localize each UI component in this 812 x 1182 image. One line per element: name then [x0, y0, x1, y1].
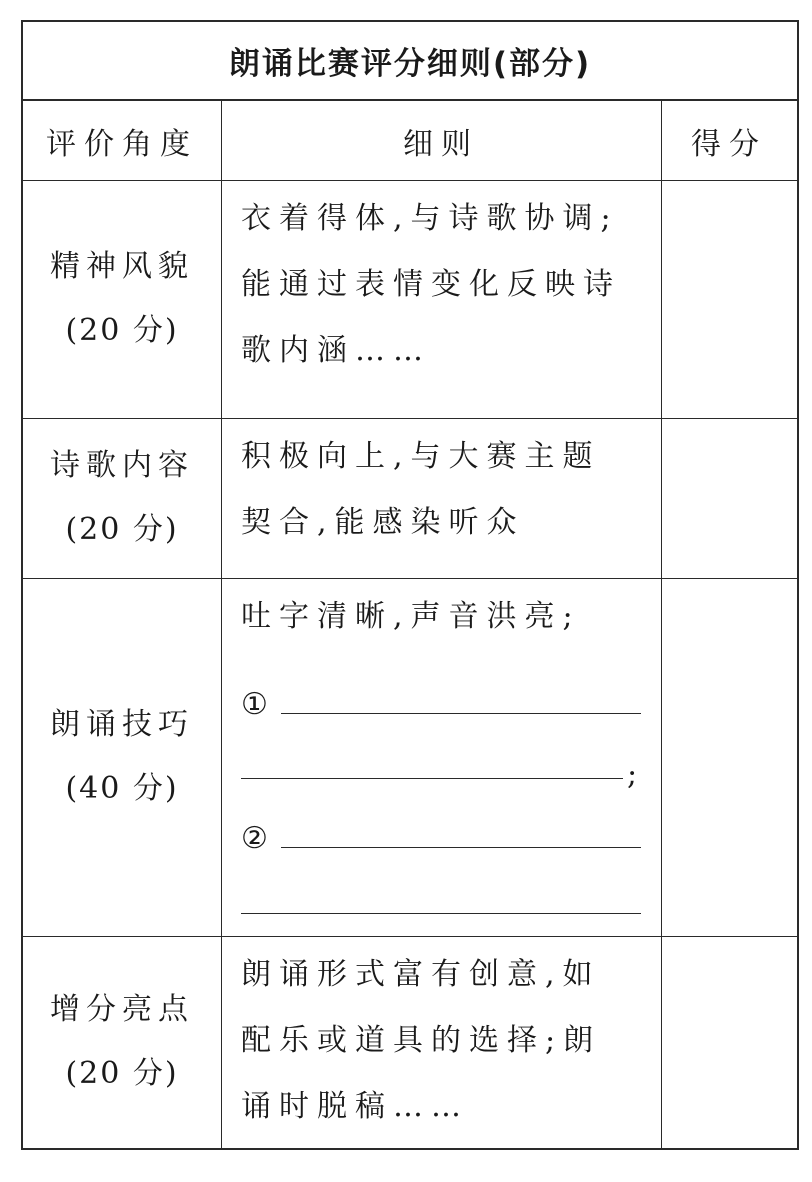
detail-line: 衣着得体,与诗歌协调;	[241, 201, 619, 236]
header-score: 得分	[691, 126, 767, 162]
criterion-points: (20 分)	[65, 1056, 179, 1091]
criterion-points: (20 分)	[65, 313, 179, 348]
score-cell[interactable]	[661, 578, 797, 936]
detail-line: 能通过表情变化反映诗	[241, 267, 621, 302]
header-criterion: 评价角度	[46, 126, 198, 162]
header-details: 细则	[403, 126, 479, 162]
score-cell[interactable]	[661, 936, 797, 1148]
detail-line: 配乐或道具的选择;朗	[241, 1023, 602, 1058]
answer-blank-1a[interactable]	[281, 713, 641, 714]
blank-marker-1: ①	[241, 687, 276, 722]
criterion-points: (20 分)	[65, 512, 179, 547]
detail-line: 积极向上,与大赛主题	[241, 439, 601, 474]
answer-blank-2b[interactable]	[241, 913, 641, 914]
detail-line: 契合,能感染听众	[241, 505, 525, 540]
detail-line: 歌内涵……	[241, 333, 431, 368]
criterion-cell	[23, 578, 221, 936]
details-cell	[221, 578, 661, 936]
criterion-name: 增分亮点	[50, 992, 194, 1027]
criterion-name: 诗歌内容	[50, 448, 194, 483]
detail-line: 朗诵形式富有创意,如	[241, 957, 601, 992]
table-title: 朗诵比赛评分细则(部分)	[23, 22, 797, 101]
criterion-cell	[23, 180, 221, 418]
details-cell	[221, 180, 661, 418]
detail-line: 诵时脱稿……	[241, 1089, 469, 1124]
scoring-table	[21, 20, 799, 1150]
criterion-name: 朗诵技巧	[50, 707, 194, 742]
blank-semicolon: ;	[627, 757, 646, 792]
details-cell	[221, 418, 661, 578]
details-cell	[221, 936, 661, 1148]
score-cell[interactable]	[661, 418, 797, 578]
answer-blank-2a[interactable]	[281, 847, 641, 848]
blank-marker-2: ②	[241, 821, 276, 856]
score-cell[interactable]	[661, 180, 797, 418]
criterion-points: (40 分)	[65, 771, 179, 806]
criterion-name: 精神风貌	[50, 249, 194, 284]
criterion-cell	[23, 418, 221, 578]
answer-blank-1b[interactable]	[241, 778, 623, 779]
detail-line: 吐字清晰,声音洪亮;	[241, 599, 581, 634]
criterion-cell	[23, 936, 221, 1148]
